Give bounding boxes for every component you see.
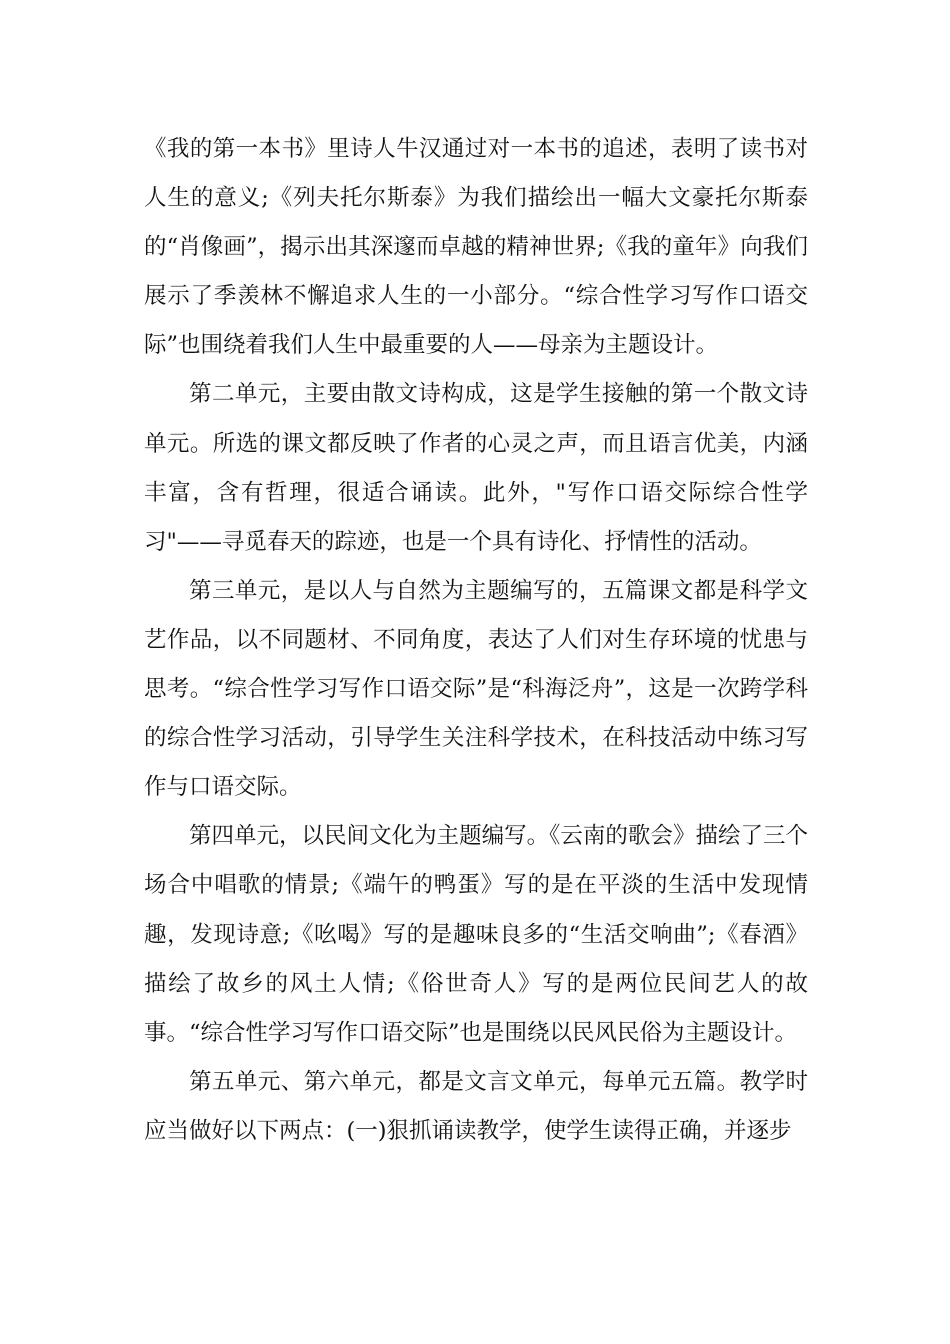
paragraph-unit-four: 第四单元，以民间文化为主题编写。《云南的歌会》描绘了三个场合中唱歌的情景;《端午的鸭蛋》写的是在平淡的生活中发现情趣，发现诗意;《吆喝》写的是趣味良多的“生活交响曲”;《春酒》描绘了故乡的风土人情;《俗世奇人》写的是两位民间艺人的故事。“综合性学习写作口语交际”也是围绕以民风民俗为主题设计。 (144, 823, 808, 1046)
paragraph-unit-three: 第三单元，是以人与自然为主题编写的，五篇课文都是科学文艺作品，以不同题材、不同角度，表达了人们对生存环境的忧患与思考。“综合性学习写作口语交际”是“科海泛舟”，这是一次跨学科的综合性学习活动，引导学生关注科学技术，在科技活动中练习写作与口语交际。 (144, 577, 808, 801)
paragraph-unit-two: 第二单元，主要由散文诗构成，这是学生接触的第一个散文诗单元。所选的课文都反映了作者的心灵之声，而且语言优美，内涵丰富，含有哲理，很适合诵读。此外，"写作口语交际综合性学习"——寻觅春天的踪迹，也是一个具有诗化、抒情性的活动。 (144, 381, 808, 555)
paragraph-unit-five-six: 第五单元、第六单元，都是文言文单元，每单元五篇。教学时应当做好以下两点：(一)狠抓诵读教学，使学生读得正确，并逐步 (144, 1068, 808, 1144)
document-body (144, 125, 808, 1156)
paragraph-unit-one-continued: 《我的第一本书》里诗人牛汉通过对一本书的追述，表明了读书对人生的意义;《列夫托尔斯泰》为我们描绘出一幅大文豪托尔斯泰的“肖像画”，揭示出其深邃而卓越的精神世界;《我的童年》向我们展示了季羡林不懈追求人生的一小部分。“综合性学习写作口语交际”也围绕着我们人生中最重要的人——母亲为主题设计。 (144, 136, 808, 359)
